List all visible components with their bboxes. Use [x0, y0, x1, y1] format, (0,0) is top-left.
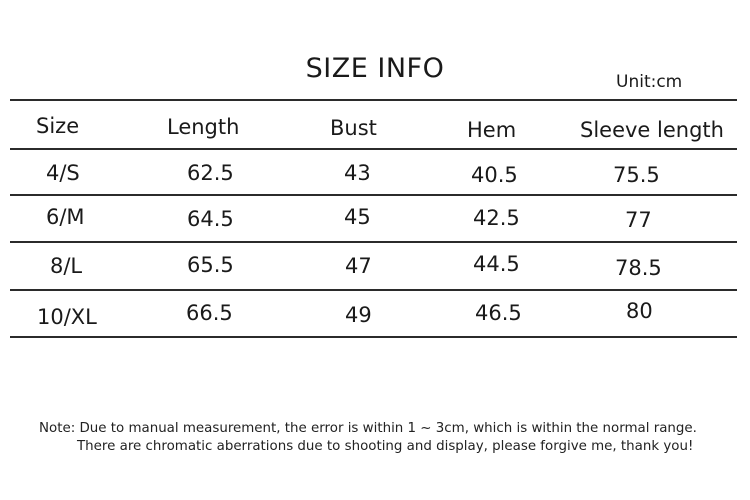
- note-line-1: Note: Due to manual measurement, the error is within 1 ~ 3cm, which is within the normal range.: [39, 421, 697, 436]
- cell-length: 65.5: [187, 253, 234, 277]
- cell-sleeve-length: 77: [625, 208, 652, 232]
- page-title: SIZE INFO: [305, 53, 445, 84]
- cell-size: 6/M: [46, 205, 85, 229]
- cell-size: 8/L: [50, 254, 83, 278]
- cell-bust: 49: [345, 303, 372, 327]
- table-row-rule: [10, 241, 737, 243]
- cell-hem: 46.5: [475, 301, 522, 325]
- cell-sleeve-length: 78.5: [615, 256, 662, 280]
- cell-bust: 43: [344, 161, 371, 185]
- cell-size: 4/S: [46, 161, 80, 185]
- cell-hem: 42.5: [473, 206, 520, 230]
- table-header-rule: [10, 148, 737, 150]
- header-hem: Hem: [467, 118, 517, 142]
- cell-length: 62.5: [187, 161, 234, 185]
- table-row-rule: [10, 194, 737, 196]
- cell-length: 64.5: [187, 207, 234, 231]
- table-top-rule: [10, 99, 737, 101]
- header-size: Size: [36, 114, 80, 138]
- cell-bust: 47: [345, 254, 372, 278]
- header-bust: Bust: [330, 116, 377, 140]
- cell-hem: 40.5: [471, 163, 518, 187]
- cell-hem: 44.5: [473, 252, 520, 276]
- cell-sleeve-length: 80: [626, 299, 653, 323]
- note-line-2: There are chromatic aberrations due to shooting and display, please forgive me, thank you!: [77, 439, 694, 454]
- header-length: Length: [167, 115, 240, 139]
- unit-label: Unit:cm: [616, 72, 683, 92]
- cell-sleeve-length: 75.5: [613, 163, 660, 187]
- cell-size: 10/XL: [37, 305, 97, 329]
- cell-bust: 45: [344, 205, 371, 229]
- table-bottom-rule: [10, 336, 737, 338]
- table-row-rule: [10, 289, 737, 291]
- cell-length: 66.5: [186, 301, 233, 325]
- header-sleeve-length: Sleeve length: [580, 118, 724, 142]
